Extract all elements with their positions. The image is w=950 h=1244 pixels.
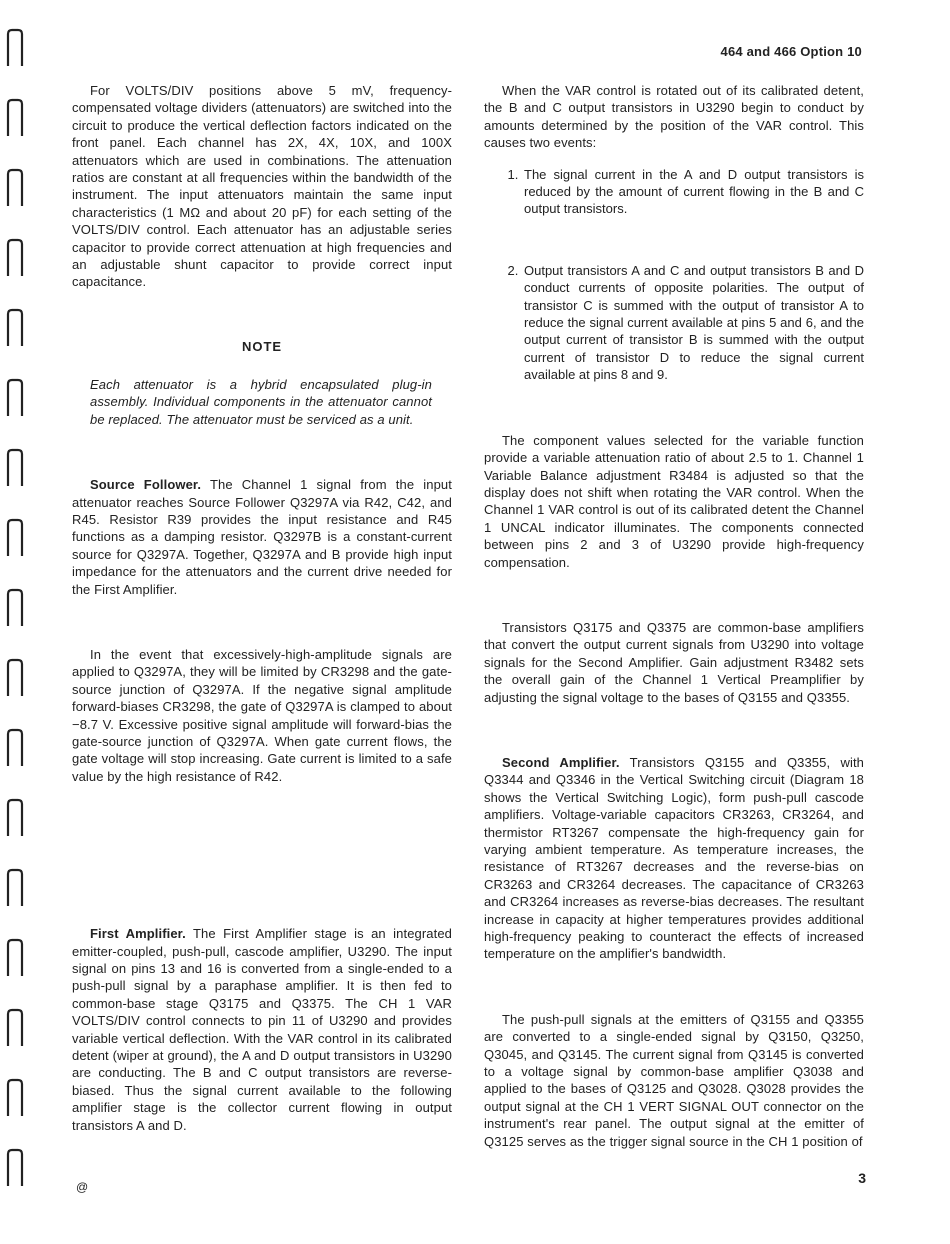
paragraph-source-follower xyxy=(72,476,452,598)
second-amp-title: Second Amplifier. xyxy=(502,754,620,770)
paragraph-transistors: Transistors Q3175 and Q3375 are common-base amplifiers that convert the output current signals from U3290 into voltage signals for the Second Amplifier. Gain adjustment R3482 sets the overall gain of the Channel 1 Vertical Preamplifier by adjusting the signal voltage to the bases of Q3155 and Q3355. xyxy=(484,619,864,705)
binder-mark xyxy=(8,170,22,206)
binder-mark xyxy=(8,520,22,556)
source-follower-title: Source Follower. xyxy=(90,477,202,493)
binder-mark xyxy=(8,100,22,136)
note-box xyxy=(72,376,452,428)
binder-mark xyxy=(8,1010,22,1046)
left-column xyxy=(72,82,452,1134)
first-amp-body: The First Amplifier stage is an integrated emitter-coupled, push-pull, cascode amplifier, U3290. The input signal on pins 13 and 16 is converted from a single-ended to a push-pull signal by a paraphase amplifier. It is then fed to common-base stage Q3175 and Q3375. The CH 1 VAR VOLTS/DIV control connects to pin 11 of U3290 and provides variable vertical deflection. With the VAR control in its calibrated detent (wiper at ground), the A and D output transistors in U3290 are conducting. The B and C output transistors are reverse-biased. Thus the signal current available to the following amplifier stage is the collector current flowing in output transistors A and D. xyxy=(72,926,452,1133)
paragraph-component-values: The component values selected for the variable function provide a variable attenuation ratio of about 2.5 to 1. Channel 1 Variable Balance adjustment R3484 is adjusted so that the display does not shift when rotating the VAR control. When the Channel 1 VAR control is out of its calibrated detent the Channel 1 UNCAL indicator illuminates. The components connected between pins 2 and 3 of U3290 provide high-frequency compensation. xyxy=(484,432,864,570)
binder-mark xyxy=(8,240,22,276)
binder-mark xyxy=(8,590,22,626)
paragraph-push-pull: The push-pull signals at the emitters of Q3155 and Q3355 are converted to a single-ended signal by Q3150, Q3250, Q3045, and Q3145. The current signal from Q3145 is converted to a voltage signal by common-base amplifier Q3038 and applied to the bases of Q3125 and Q3028. Q3028 provides the output signal at the CH 1 VERT SIGNAL OUT connector on the instrument's rear panel. The output signal at the emitter of Q3125 serves as the trigger signal source in the CH 1 position of xyxy=(484,1011,864,1149)
binder-mark xyxy=(8,800,22,836)
copyright-mark: @ xyxy=(76,1180,89,1194)
binder-mark xyxy=(8,940,22,976)
binder-marks xyxy=(0,0,30,1244)
first-amp-title: First Amplifier. xyxy=(90,926,186,942)
note-heading: NOTE xyxy=(241,338,283,354)
binder-mark xyxy=(8,870,22,906)
events-list xyxy=(484,166,864,384)
paragraph-first-amplifier xyxy=(72,925,452,1134)
source-follower-body: The Channel 1 signal from the input attenuator reaches Source Follower Q3297A via R42, C42, and R45. Resistor R39 provides the input resistance and R45 functions as a damping resistor. Q3297B is a constant-current source for Q3297A. Together, Q3297A and B provide high input impedance for the attenuators and the current drive needed for the First Amplifier. xyxy=(72,477,452,597)
binder-mark xyxy=(8,660,22,696)
paragraph-second-amplifier xyxy=(484,754,864,963)
binder-mark xyxy=(8,730,22,766)
binder-mark xyxy=(8,310,22,346)
note-body: Each attenuator is a hybrid encapsulated plug-in assembly. Individual components in the attenuator cannot be replaced. The attenuator must be serviced as a unit. xyxy=(90,376,432,427)
second-amp-body: Transistors Q3155 and Q3355, with Q3344 and Q3346 in the Vertical Switching circuit (Diagram 18 shows the Vertical Switching Logic), form push-pull cascode amplifiers. Voltage-variable capacitors CR3263, CR3264, and thermistor RT3267 compensate the high-frequency gain for varying ambient temperature. As temperature increases, the resistance of RT3267 decreases and the reverse-bias on CR3263 and CR3264 decreases. The capacitance of CR3263 and CR3264 increases as reverse-bias decreases. The resultant increase in capacity at higher temperatures provides additional high-frequency peaking to counteract the effects of increased temperature on the amplifier's bandwidth. xyxy=(484,754,864,962)
binder-mark xyxy=(8,30,22,66)
right-column xyxy=(484,82,864,1150)
paragraph-high-amplitude: In the event that excessively-high-amplitude signals are applied to Q3297A, they will be limited by CR3298 and the gate-source junction of Q3297A. If the negative signal amplitude forward-biases CR3298, the gate of Q3297A is clamped to about −8.7 V. Excessive positive signal amplitude will forward-bias the gate-source junction of Q3297A. When gate current flows, the gate voltage will stop increasing. Gate current is limited to a safe value by the high resistance of R42. xyxy=(72,646,452,784)
binder-mark xyxy=(8,1080,22,1116)
list-item: 1. The signal current in the A and D output transistors is reduced by the amount of current flowing in the B and C output transistors. xyxy=(522,166,864,218)
list-item: 2. Output transistors A and C and output transistors B and D conduct currents of opposite polarities. The output of transistor C is summed with the output of transistor A to reduce the signal current available at pins 5 and 6, and the output current of transistor B is summed with the output current of transistor D to reduce the signal current available at pins 8 and 9. xyxy=(522,262,864,384)
paragraph-var-control: When the VAR control is rotated out of its calibrated detent, the B and C output transistors in U3290 begin to conduct by amounts determined by the position of the VAR control. This causes two events: xyxy=(484,83,864,151)
binder-mark xyxy=(8,1150,22,1186)
binder-mark xyxy=(8,380,22,416)
paragraph-attenuators: For VOLTS/DIV positions above 5 mV, frequency-compensated voltage dividers (attenuators) are switched into the circuit to produce the vertical deflection factors indicated on the front panel. Each channel has 2X, 4X, 10X, and 100X attenuators which are used in combinations. The attenuation ratios are constant at all frequencies within the bandwidth of the instrument. The input attenuators maintain the same input characteristics (1 MΩ and about 20 pF) for each setting of the VOLTS/DIV control. Each attenuator has an adjustable series capacitor to provide correct attenuation at high frequencies and an adjustable shunt capacitor to provide correct input capacitance. xyxy=(72,83,452,290)
page-number: 3 xyxy=(858,1170,866,1186)
page-header: 464 and 466 Option 10 xyxy=(720,44,862,59)
binder-mark xyxy=(8,450,22,486)
